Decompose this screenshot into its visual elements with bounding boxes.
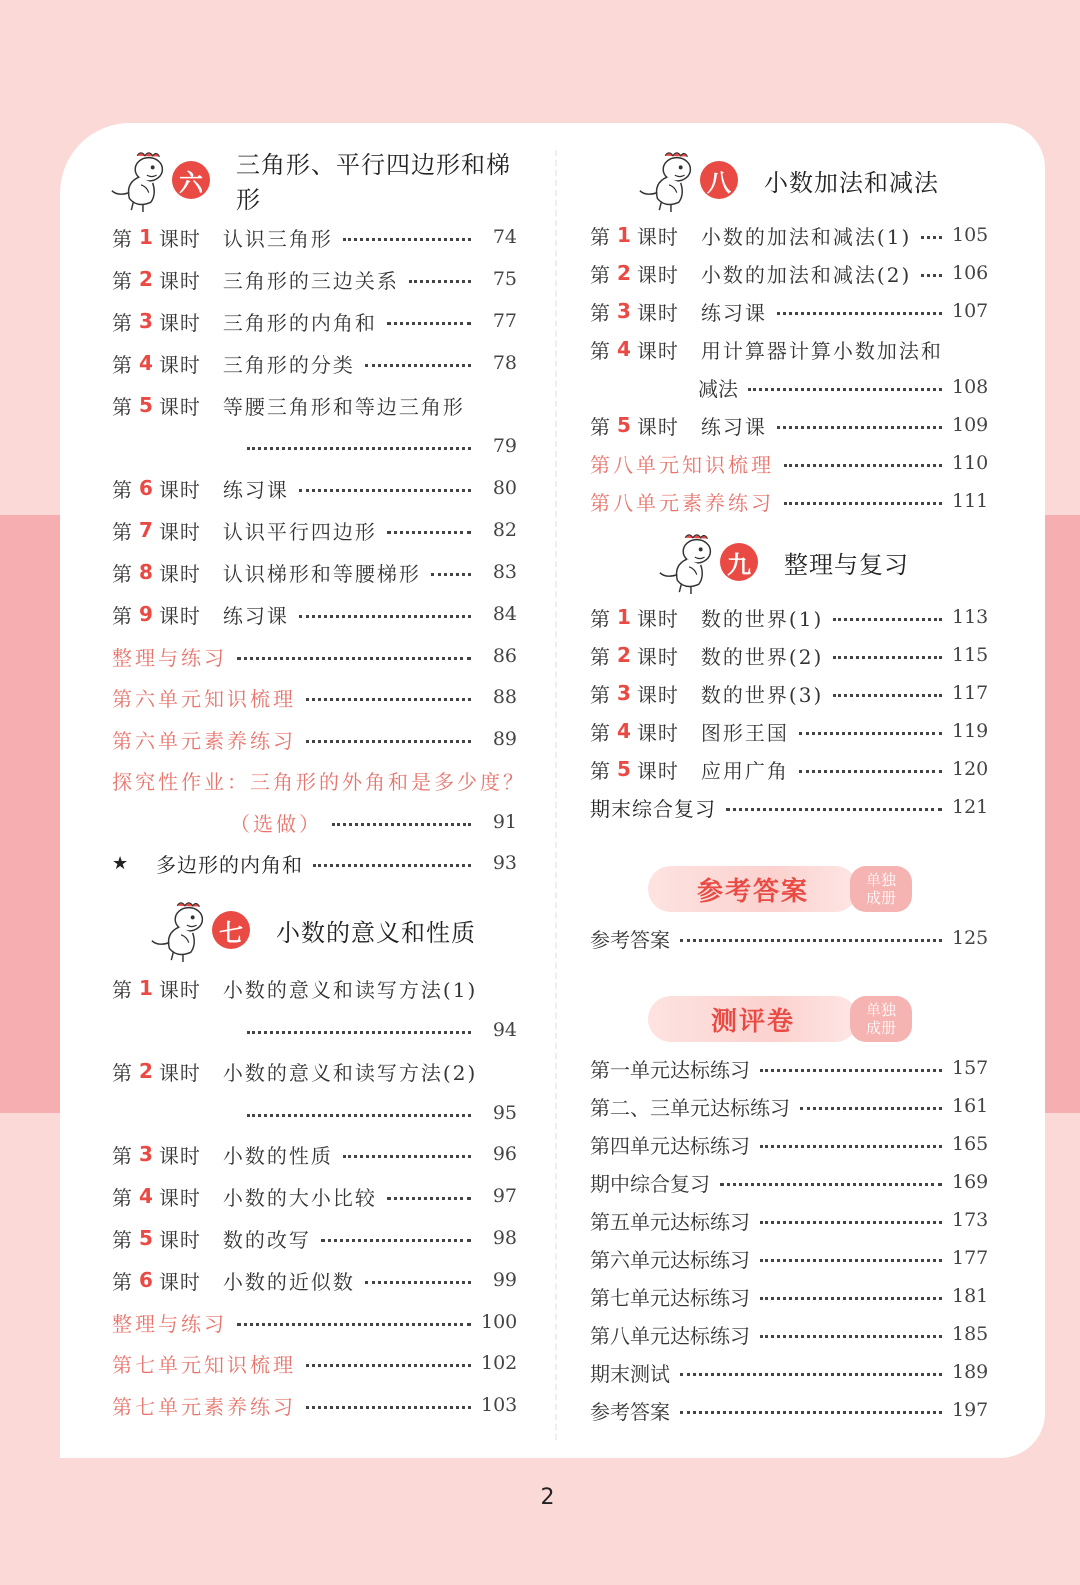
leader-dots [306,1406,471,1409]
lesson-suffix: 课时 [158,394,201,419]
page-ref: 78 [492,352,517,374]
toc-entry[interactable] [112,1179,517,1213]
page-ref: 77 [492,310,517,332]
page-ref: 106 [952,262,989,284]
leader-dots [299,615,471,618]
lesson-prefix: 第 [590,262,611,287]
entry-title: 第一单元达标练习 [590,1057,750,1082]
toc-entry[interactable] [590,600,988,634]
toc-entry[interactable] [590,332,988,366]
page-ref: 169 [952,1171,989,1193]
lesson-topic: 练习课 [700,300,767,325]
lesson-number: 5 [617,757,631,781]
lesson-suffix: 课时 [158,226,201,251]
page-ref: 119 [952,720,989,742]
page-ref: 95 [492,1102,517,1124]
leader-dots [680,1373,942,1376]
entry-title: 第七单元素养练习 [112,1394,296,1419]
page-ref: 89 [492,728,517,750]
page-ref: 121 [952,796,989,818]
lesson-topic: 练习课 [700,414,767,439]
unit-number-badge: 八 [700,161,738,199]
entry-continuation: 减法 [698,376,738,401]
page-ref: 97 [492,1185,517,1207]
leader-dots [760,1069,942,1072]
lesson-number: 7 [139,518,153,542]
lesson-number: 1 [617,605,631,629]
leader-dots [332,823,471,826]
lesson-prefix: 第 [112,268,133,293]
lesson-topic: 小数的近似数 [222,1269,355,1294]
section-header [648,993,912,1045]
page-ref: 75 [492,268,517,290]
toc-entry[interactable] [112,1221,517,1255]
dinosaur-mascot-icon [148,896,216,964]
lesson-topic: 等腰三角形和等边三角形 [222,394,465,419]
page-ref: 99 [492,1269,517,1291]
section-header [648,863,912,915]
entry-title: 参考答案 [590,1399,670,1424]
page-number: 2 [540,1485,555,1510]
lesson-prefix: 第 [112,310,133,335]
toc-entry[interactable] [590,484,988,518]
page-ref: 93 [492,852,517,874]
lesson-suffix: 课时 [158,561,201,586]
lesson-prefix: 第 [112,477,133,502]
entry-title: 参考答案 [590,927,670,952]
leader-dots [777,312,942,315]
entry-title: 整理与练习 [112,1311,227,1336]
entry-title: 第八单元素养练习 [590,490,774,515]
lesson-number: 2 [139,1059,153,1083]
lesson-topic: 练习课 [222,477,289,502]
lesson-suffix: 课时 [636,606,679,631]
page-ref: 109 [952,414,989,436]
toc-entry[interactable] [590,256,988,290]
page-ref: 110 [952,452,989,474]
lesson-topic: 应用广角 [700,758,789,783]
page-ref: 98 [492,1227,517,1249]
page-ref: 96 [492,1143,517,1165]
toc-entry[interactable] [590,408,988,442]
lesson-topic: 三角形的内角和 [222,310,377,335]
unit-heading [108,145,517,215]
lesson-number: 2 [139,267,153,291]
page-ref: 115 [952,644,989,666]
lesson-prefix: 第 [590,300,611,325]
entry-title: 第四单元达标练习 [590,1133,750,1158]
lesson-suffix: 课时 [158,1143,201,1168]
leader-dots [799,770,942,773]
lesson-prefix: 第 [112,977,133,1002]
toc-entry[interactable] [112,1263,517,1297]
page-ref: 177 [952,1247,989,1269]
entry-title: 期中综合复习 [590,1171,710,1196]
entry-title: 第八单元达标练习 [590,1323,750,1348]
leader-dots [306,698,471,701]
toc-entry[interactable] [590,638,988,672]
separate-volume-tag: 单独成册 [850,866,912,912]
leader-dots [760,1221,942,1224]
leader-dots [760,1259,942,1262]
lesson-suffix: 课时 [158,603,201,628]
lesson-suffix: 课时 [158,477,201,502]
toc-entry[interactable] [112,1054,517,1088]
toc-entry[interactable] [590,714,988,748]
leader-dots [387,531,471,534]
unit-heading [636,145,939,215]
unit-number-badge: 七 [212,911,250,949]
toc-entry[interactable] [112,1305,517,1339]
lesson-suffix: 课时 [158,310,201,335]
unit-title: 小数加法和减法 [764,168,939,197]
toc-entry[interactable] [590,676,988,710]
lesson-prefix: 第 [112,519,133,544]
page-ref: 181 [952,1285,989,1307]
lesson-topic: 小数的意义和读写方法(2) [222,1060,478,1085]
lesson-prefix: 第 [112,603,133,628]
toc-entry[interactable] [590,752,988,786]
lesson-prefix: 第 [590,720,611,745]
lesson-suffix: 课时 [636,262,679,287]
lesson-prefix: 第 [112,1060,133,1085]
lesson-number: 5 [139,1226,153,1250]
toc-entry[interactable] [590,921,988,955]
lesson-prefix: 第 [590,682,611,707]
right-pink-band [1044,515,1080,1113]
leader-dots [343,238,471,241]
dinosaur-mascot-icon [108,146,176,214]
leader-dots [409,280,471,283]
lesson-number: 4 [139,351,153,375]
lesson-suffix: 课时 [636,224,679,249]
lesson-number: 4 [617,719,631,743]
leader-dots [431,573,471,576]
entry-title: 整理与练习 [112,645,227,670]
toc-entry[interactable] [590,294,988,328]
dinosaur-mascot-icon [656,528,724,596]
unit-title: 小数的意义和性质 [276,918,476,947]
entry-title: 多边形的内角和 [156,852,303,877]
toc-entry[interactable] [590,1089,988,1123]
lesson-prefix: 第 [112,1185,133,1210]
leader-dots [777,426,942,429]
toc-entry[interactable] [112,971,517,1005]
dinosaur-mascot-icon [636,146,704,214]
leader-dots [306,740,471,743]
toc-entry[interactable] [112,262,517,296]
leader-dots [247,1031,471,1034]
leader-dots [237,657,471,660]
lesson-suffix: 课时 [158,1227,201,1252]
lesson-suffix: 课时 [158,977,201,1002]
lesson-topic: 练习课 [222,603,289,628]
lesson-topic: 认识平行四边形 [222,519,377,544]
leader-dots [760,1145,942,1148]
page-ref: 100 [481,1311,518,1333]
entry-title: 第五单元达标练习 [590,1209,750,1234]
toc-entry[interactable] [590,1127,988,1161]
page-ref: 102 [481,1352,518,1374]
entry-continuation: （选做） [230,811,322,836]
toc-entry-continued[interactable] [112,1096,517,1130]
page-ref: 86 [492,645,517,667]
leader-dots [247,447,471,450]
page-ref: 88 [492,686,517,708]
unit-number-badge: 九 [720,543,758,581]
entry-title: 第八单元知识梳理 [590,452,774,477]
toc-entry[interactable] [112,639,517,673]
toc-entry[interactable] [112,680,517,714]
toc-entry[interactable] [112,555,517,589]
lesson-topic: 小数的加法和减法(2) [700,262,912,287]
lesson-number: 6 [139,476,153,500]
lesson-prefix: 第 [590,414,611,439]
lesson-suffix: 课时 [636,644,679,669]
page-ref: 80 [492,477,517,499]
page-ref: 117 [952,682,989,704]
toc-entry-continued[interactable] [112,805,517,839]
lesson-suffix: 课时 [636,300,679,325]
lesson-number: 5 [139,393,153,417]
lesson-suffix: 课时 [158,519,201,544]
entry-title: 第六单元达标练习 [590,1247,750,1272]
toc-entry[interactable] [112,513,517,547]
toc-entry[interactable] [590,1279,988,1313]
leader-dots [680,1411,942,1414]
page-ref: 157 [952,1057,989,1079]
lesson-number: 6 [139,1268,153,1292]
lesson-number: 3 [617,299,631,323]
lesson-prefix: 第 [112,1143,133,1168]
lesson-suffix: 课时 [636,720,679,745]
page-ref: 113 [952,606,989,628]
page-ref: 107 [952,300,989,322]
leader-dots [833,618,942,621]
lesson-topic: 认识梯形和等腰梯形 [222,561,421,586]
separate-volume-tag: 单独成册 [850,996,912,1042]
lesson-prefix: 第 [112,394,133,419]
lesson-prefix: 第 [112,1227,133,1252]
lesson-number: 1 [617,223,631,247]
toc-entry[interactable] [590,1051,988,1085]
lesson-number: 3 [139,309,153,333]
page-ref: 125 [952,927,989,949]
leader-dots [800,1107,942,1110]
page-ref: 173 [952,1209,989,1231]
lesson-topic: 三角形的分类 [222,352,355,377]
toc-entry[interactable] [112,597,517,631]
lesson-topic: 三角形的三边关系 [222,268,399,293]
leader-dots [387,1197,471,1200]
leader-dots [247,1114,471,1117]
toc-entry[interactable] [112,220,517,254]
entry-title: 第七单元知识梳理 [112,1352,296,1377]
toc-entry[interactable] [112,1388,517,1422]
lesson-number: 1 [139,225,153,249]
lesson-topic: 图形王国 [700,720,789,745]
lesson-prefix: 第 [112,352,133,377]
lesson-number: 9 [139,602,153,626]
toc-entry[interactable] [590,790,988,824]
page-ref: 189 [952,1361,989,1383]
leader-dots [921,274,942,277]
leader-dots [833,694,942,697]
lesson-topic: 小数的意义和读写方法(1) [222,977,478,1002]
lesson-number: 4 [617,337,631,361]
lesson-prefix: 第 [112,226,133,251]
lesson-prefix: 第 [590,338,611,363]
entry-title: 第六单元知识梳理 [112,686,296,711]
lesson-suffix: 课时 [636,338,679,363]
lesson-number: 8 [139,560,153,584]
unit-title: 三角形、平行四边形和梯形 [236,151,511,214]
leader-dots [313,864,471,867]
toc-entry-continued[interactable] [590,370,988,404]
page-ref: 84 [492,603,517,625]
page-ref: 185 [952,1323,989,1345]
unit-title: 整理与复习 [784,550,909,579]
lesson-topic: 用计算器计算小数加法和 [700,338,943,363]
lesson-suffix: 课时 [636,414,679,439]
leader-dots [306,1364,471,1367]
leader-dots [299,489,471,492]
lesson-prefix: 第 [590,758,611,783]
lesson-number: 4 [139,1184,153,1208]
leader-dots [760,1297,942,1300]
entry-title: 期末综合复习 [590,796,716,821]
lesson-number: 3 [617,681,631,705]
leader-dots [237,1323,471,1326]
page-ref: 111 [952,490,989,512]
toc-entry[interactable] [112,722,517,756]
toc-entry[interactable] [112,471,517,505]
entry-title: 探究性作业：三角形的外角和是多少度？ [112,769,526,794]
lesson-number: 2 [617,261,631,285]
leader-dots [921,236,942,239]
section-pill-label: 测评卷 [648,996,858,1042]
toc-entry[interactable] [112,304,517,338]
toc-entry[interactable] [590,218,988,252]
page-ref: 79 [492,435,517,457]
page-ref: 165 [952,1133,989,1155]
toc-entry[interactable] [112,1137,517,1171]
lesson-suffix: 课时 [636,682,679,707]
toc-entry[interactable] [590,1241,988,1275]
unit-number-badge: 六 [172,161,210,199]
toc-entry-continued[interactable] [112,429,517,463]
toc-entry[interactable] [590,1355,988,1389]
leader-dots [387,322,471,325]
entry-title: 第二、三单元达标练习 [590,1095,790,1120]
lesson-number: 5 [617,413,631,437]
lesson-prefix: 第 [112,561,133,586]
page-ref: 94 [492,1019,517,1041]
page-ref: 83 [492,561,517,583]
lesson-topic: 小数的加法和减法(1) [700,224,912,249]
lesson-topic: 小数的性质 [222,1143,333,1168]
leader-dots [726,808,942,811]
lesson-topic: 数的世界(2) [700,644,824,669]
leader-dots [748,388,942,391]
page-ref: 161 [952,1095,989,1117]
lesson-prefix: 第 [590,606,611,631]
leader-dots [343,1155,471,1158]
lesson-topic: 认识三角形 [222,226,333,251]
toc-entry[interactable] [112,388,517,422]
lesson-number: 2 [617,643,631,667]
toc-entry[interactable] [112,763,526,797]
leader-dots [799,732,942,735]
page-ref: 120 [952,758,989,780]
lesson-suffix: 课时 [158,352,201,377]
page-ref: 197 [952,1399,989,1421]
leader-dots [760,1335,942,1338]
lesson-prefix: 第 [590,224,611,249]
lesson-topic: 数的世界(3) [700,682,824,707]
column-divider [555,150,557,1440]
toc-entry[interactable] [590,1165,988,1199]
page-ref: 105 [952,224,989,246]
leader-dots [833,656,942,659]
leader-dots [784,502,942,505]
page-ref: 108 [952,376,989,398]
lesson-suffix: 课时 [158,1269,201,1294]
lesson-number: 1 [139,976,153,1000]
page-ref: 82 [492,519,517,541]
star-icon: ★ [112,852,129,874]
toc-entry[interactable] [590,446,988,480]
toc-entry[interactable] [590,1203,988,1237]
leader-dots [365,364,471,367]
toc-entry-continued[interactable] [112,1013,517,1047]
entry-title: 第七单元达标练习 [590,1285,750,1310]
page-ref: 103 [481,1394,518,1416]
unit-heading [148,895,476,965]
leader-dots [784,464,942,467]
lesson-topic: 数的改写 [222,1227,311,1252]
toc-entry[interactable] [590,1393,988,1427]
lesson-prefix: 第 [112,1269,133,1294]
entry-title: 第六单元素养练习 [112,728,296,753]
section-pill-label: 参考答案 [648,866,858,912]
toc-entry[interactable] [112,846,517,880]
lesson-topic: 小数的大小比较 [222,1185,377,1210]
page-ref: 74 [492,226,517,248]
leader-dots [720,1183,942,1186]
lesson-suffix: 课时 [636,758,679,783]
toc-entry[interactable] [112,346,517,380]
entry-title: 期末测试 [590,1361,670,1386]
lesson-suffix: 课时 [158,1185,201,1210]
unit-heading [656,527,909,597]
lesson-topic: 数的世界(1) [700,606,824,631]
leader-dots [680,939,942,942]
lesson-suffix: 课时 [158,268,201,293]
leader-dots [321,1239,471,1242]
toc-entry[interactable] [112,1346,517,1380]
toc-entry[interactable] [590,1317,988,1351]
lesson-prefix: 第 [590,644,611,669]
lesson-number: 3 [139,1142,153,1166]
lesson-suffix: 课时 [158,1060,201,1085]
page-ref: 91 [492,811,517,833]
leader-dots [365,1281,471,1284]
